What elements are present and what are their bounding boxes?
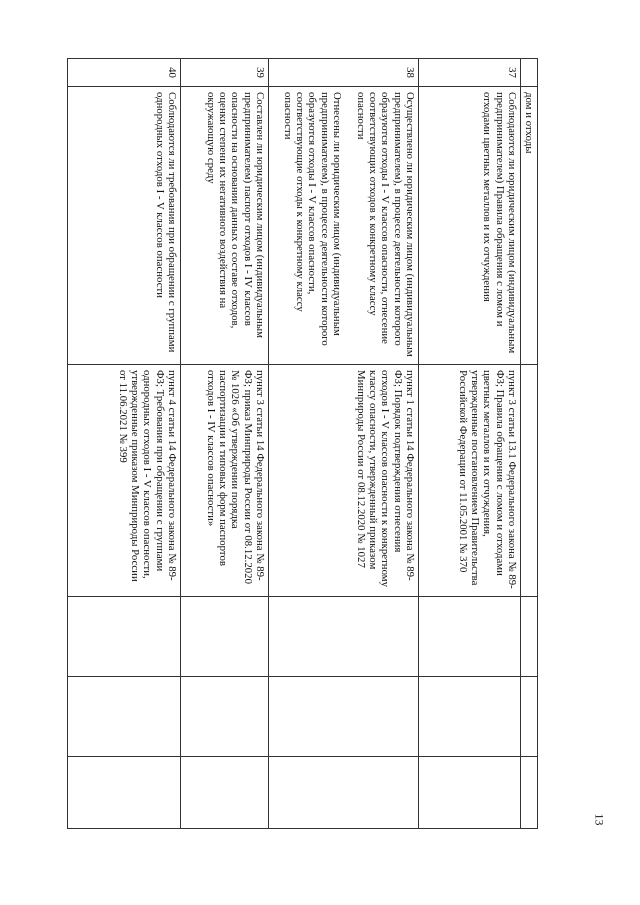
reference-text: пункт 4 статьи 14 Федерального закона № 89-ФЗ; Требования при обращении с группами однородных отходов I - V классов опасности, утвержденные приказом Минприроды России от 11.06.2021 № 399: [116, 370, 178, 582]
row-number: 39: [180, 59, 268, 87]
cell-empty: [520, 677, 537, 757]
cell-empty: [418, 597, 520, 677]
cell-empty: [268, 677, 418, 757]
question-text: Отнесены ли юридическим лицом (индивидуальным предпринимателем), в процессе деятельности которого образуются отходы I - V классов опасности, соответствующие отходы к конкретному классу опасности: [281, 92, 343, 346]
legal-reference: [268, 365, 418, 597]
page-number: 13: [592, 813, 607, 826]
cell-empty: [268, 597, 418, 677]
cell-empty: [520, 59, 537, 87]
continued-text: дом и отходы: [520, 87, 537, 365]
table-row: [268, 59, 418, 829]
row-number: 40: [67, 59, 180, 87]
cell-empty: [180, 597, 268, 677]
cell-empty: [520, 757, 537, 829]
reference-text: пункт 1 статьи 14 Федерального закона № 89-ФЗ; Порядок подтверждения отнесения отходов I - V классов опасности к конкретному классу опасности, утвержденный приказом Минприроды России от 08.12.2020 № 1027: [354, 370, 416, 588]
question-text: Соблюдаются ли юридическим лицом (индивидуальным предпринимателем) Правила обращения с ломом и отходами цветных металлов и их отчуждения: [481, 92, 518, 354]
cell-empty: [180, 677, 268, 757]
legal-reference: [67, 365, 180, 597]
question-text: Составлен ли юридическим лицом (индивидуальным предпринимателем) паспорт отходов I - IV классов опасности на основании данных о составе отходов, оценки степени их негативного воздействия на окружающую среду: [204, 92, 266, 338]
question-text: Осуществлено ли юридическим лицом (индивидуальным предпринимателем), в процессе деятельности которого образуются отходы I - V классов опасности, отнесение соответствующих отходов к конкретному классу опасности: [354, 92, 416, 357]
question-text: Соблюдаются ли требования при обращении с группами однородных отходов I - V классов опасности: [153, 92, 178, 353]
requirement-question: [180, 87, 268, 365]
cell-empty: [418, 757, 520, 829]
cell-empty: [67, 757, 180, 829]
reference-text: пункт 3 статьи 13.1 Федерального закона № 89-ФЗ; Правила обращения с ломом и отходами цветных металлов и их отчуждения, утвержденные постановлением Правительства Российской Федерации от 11.05.2001 № 370: [456, 370, 518, 589]
cell-empty: [520, 365, 537, 597]
row-number: 37: [418, 59, 520, 87]
cell-empty: [520, 597, 537, 677]
checklist-table: [67, 58, 538, 829]
legal-reference: [418, 365, 520, 597]
requirement-question: [418, 87, 520, 365]
row-number: 38: [268, 59, 418, 87]
cell-empty: [418, 677, 520, 757]
table-row: [67, 59, 180, 829]
reference-text: пункт 3 статьи 14 Федерального закона № 89-ФЗ; приказ Минприроды России от 08.12.2020 № 1026 «Об утверждении порядка паспортизации и типовых форм паспортов отходов I - IV классов опасности»: [204, 370, 266, 584]
table-row-continuation: [520, 59, 537, 829]
table-row: [180, 59, 268, 829]
table-row: [418, 59, 520, 829]
rotated-page: [70, 58, 538, 828]
legal-reference: [180, 365, 268, 597]
cell-empty: [67, 677, 180, 757]
cell-empty: [268, 757, 418, 829]
requirement-question: [268, 87, 418, 365]
cell-empty: [67, 597, 180, 677]
cell-empty: [180, 757, 268, 829]
requirement-question: [67, 87, 180, 365]
